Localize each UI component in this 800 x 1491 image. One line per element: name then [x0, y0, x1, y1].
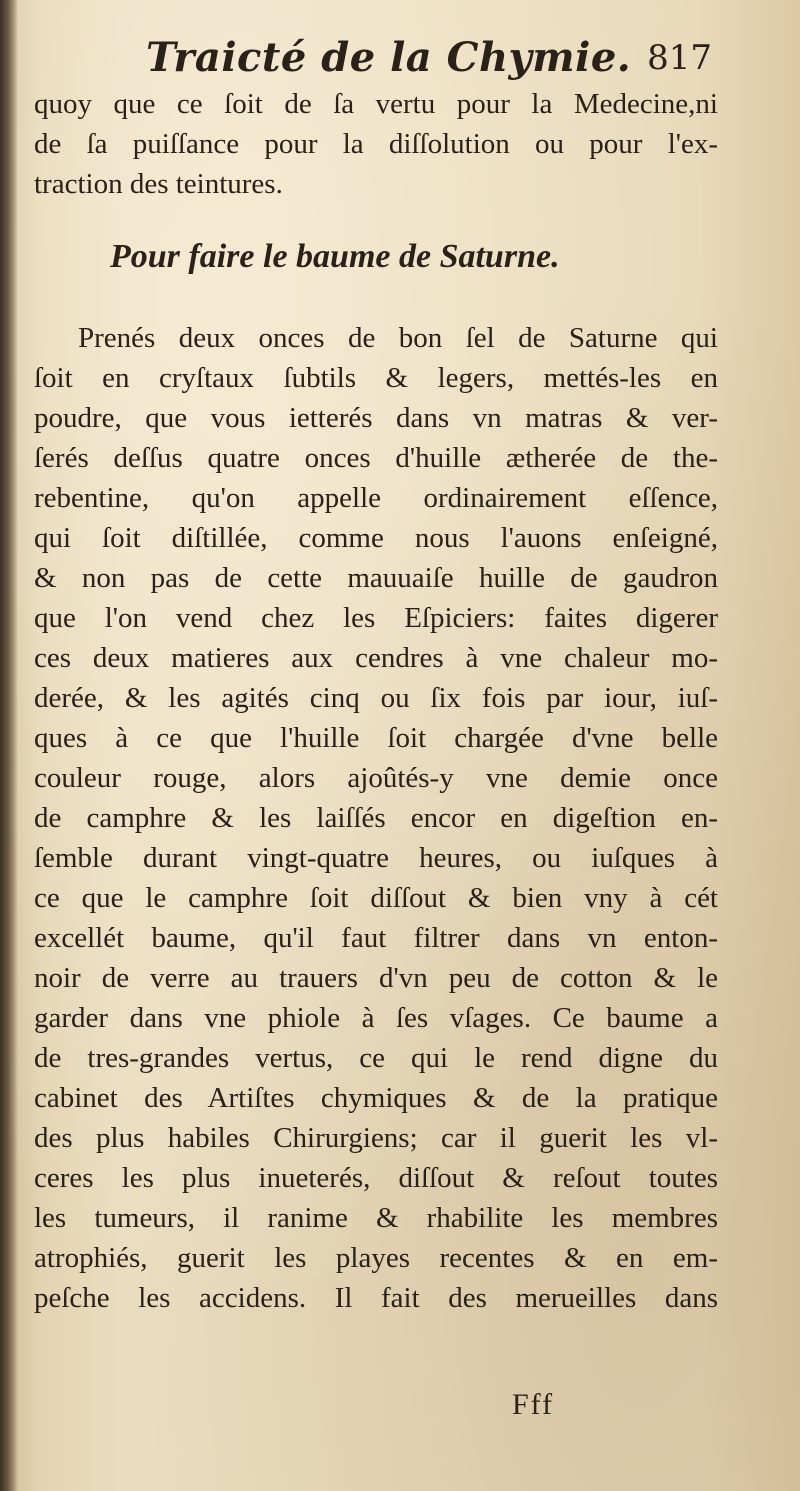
text-line: quoy que ce ſoit de ſa vertu pour la Medecine,ni: [34, 88, 718, 120]
text-line: ſerés deſſus quatre onces d'huille ætherée de the-: [34, 442, 718, 474]
signature-mark: Fff: [512, 1388, 555, 1421]
text-line: les tumeurs, il ranime & rhabilite les membres: [34, 1202, 718, 1234]
intro-paragraph: [34, 84, 718, 204]
text-line: derée, & les agités cinq ou ſix fois par iour, iuſ-: [34, 682, 718, 714]
text-line: & non pas de cette mauuaiſe huille de gaudron: [34, 562, 718, 594]
page-number: 817: [647, 38, 712, 78]
text-line: traction des teintures.: [34, 168, 283, 200]
text-line: Prenés deux onces de bon ſel de Saturne qui: [78, 322, 718, 354]
text-line: ces deux matieres aux cendres à vne chaleur mo-: [34, 642, 718, 674]
text-line: ce que le camphre ſoit diſſout & bien vny à cét: [34, 882, 718, 914]
text-line: de tres-grandes vertus, ce qui le rend digne du: [34, 1042, 718, 1074]
running-head-title: Traicté de la Chymie.: [146, 34, 632, 81]
text-line: cabinet des Artiſtes chymiques & de la pratique: [34, 1082, 718, 1114]
text-line: qui ſoit diſtillée, comme nous l'auons enſeigné,: [34, 522, 718, 554]
binding-gutter: [0, 0, 18, 1491]
text-line: peſche les accidens. Il fait des merueilles dans: [34, 1282, 718, 1314]
text-line: ques à ce que l'huille ſoit chargée d'vne belle: [34, 722, 718, 754]
text-line: des plus habiles Chirurgiens; car il guerit les vl-: [34, 1122, 718, 1154]
text-line: ceres les plus inueterés, diſſout & reſout toutes: [34, 1162, 718, 1194]
text-line: ſemble durant vingt-quatre heures, ou iuſques à: [34, 842, 718, 874]
text-line: de camphre & les laiſſés encor en digeſtion en-: [34, 802, 718, 834]
text-line: ſoit en cryſtaux ſubtils & legers, mettés-les en: [34, 362, 718, 394]
text-line: noir de verre au trauers d'vn peu de cotton & le: [34, 962, 718, 994]
text-line: atrophiés, guerit les playes recentes & en em-: [34, 1242, 718, 1274]
section-heading: Pour faire le baume de Saturne.: [110, 238, 560, 275]
recipe-paragraph: [34, 318, 718, 1318]
text-line: excellét baume, qu'il faut filtrer dans vn enton-: [34, 922, 718, 954]
text-line: que l'on vend chez les Eſpiciers: faites digerer: [34, 602, 718, 634]
text-line: couleur rouge, alors ajoûtés-y vne demie once: [34, 762, 718, 794]
text-line: poudre, que vous ietterés dans vn matras & ver-: [34, 402, 718, 434]
text-line: de ſa puiſſance pour la diſſolution ou pour l'ex-: [34, 128, 718, 160]
running-head: [146, 30, 712, 90]
text-line: garder dans vne phiole à ſes vſages. Ce baume a: [34, 1002, 718, 1034]
text-line: rebentine, qu'on appelle ordinairement eſſence,: [34, 482, 718, 514]
